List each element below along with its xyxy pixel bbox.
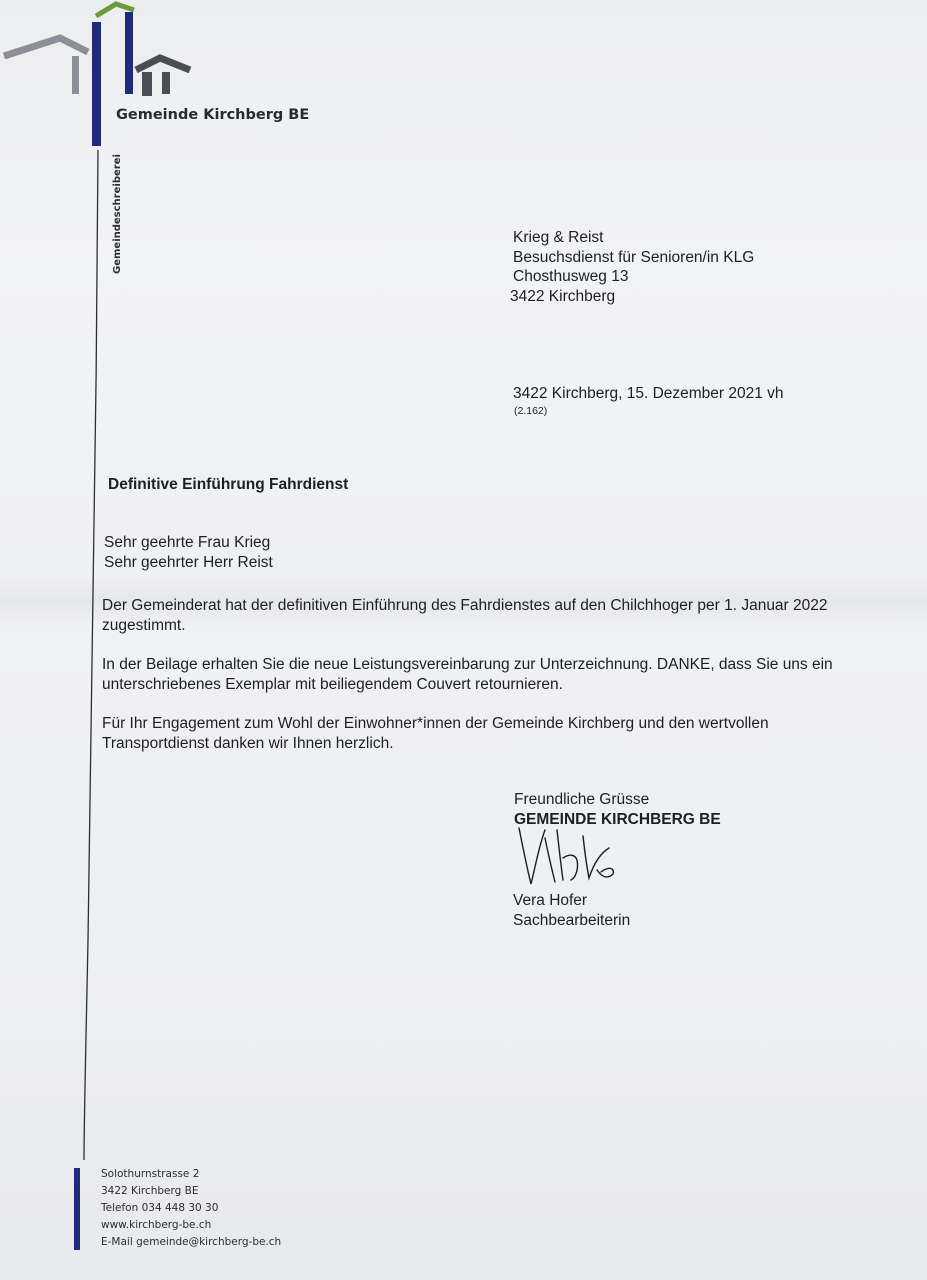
logo-roof-left <box>4 38 88 56</box>
subject-line: Definitive Einführung Fahrdienst <box>108 476 349 493</box>
salutation-line: Sehr geehrter Herr Reist <box>104 553 273 571</box>
department-label: Gemeindeschreiberei <box>112 154 123 274</box>
salutation <box>104 533 273 572</box>
salutation-line: Sehr geehrte Frau Krieg <box>104 534 271 551</box>
recipient-address <box>510 228 755 306</box>
closing-greeting: Freundliche Grüsse <box>514 791 650 808</box>
logo-roof-right <box>136 58 190 70</box>
footer-line: E-Mail gemeinde@kirchberg-be.ch <box>101 1236 282 1248</box>
logo-pillar-blue-2 <box>125 12 133 94</box>
body-paragraph: Für Ihr Engagement zum Wohl der Einwohner*innen der Gemeinde Kirchberg und den wertvollen Transportdienst danken wir Ihnen herzlich. <box>102 715 769 752</box>
logo-house-block <box>142 72 152 96</box>
recipient-line: 3422 Kirchberg <box>510 287 616 305</box>
body-paragraph: Der Gemeinderat hat der definitiven Einführung des Fahrdienstes auf den Chilchhoger per 1. Januar 2022 zugestimmt. <box>102 597 828 634</box>
recipient-line: Chosthusweg 13 <box>513 268 629 285</box>
footer-line: www.kirchberg-be.ch <box>101 1219 212 1231</box>
footer-contact <box>101 1166 281 1251</box>
logo-pillar-grey <box>72 56 79 94</box>
margin-rule <box>0 120 120 1180</box>
signer-block <box>513 891 630 930</box>
date-line: 3422 Kirchberg, 15. Dezember 2021 vh <box>513 385 784 402</box>
footer-line: 3422 Kirchberg BE <box>101 1185 199 1197</box>
logo-house-block-2 <box>162 72 170 94</box>
footer-accent-bar <box>74 1168 80 1250</box>
closing-organization: GEMEINDE KIRCHBERG BE <box>514 810 721 828</box>
body-paragraph: In der Beilage erhalten Sie die neue Leistungsvereinbarung zur Unterzeichnung. DANKE, dass Sie uns ein unterschriebenes Exemplar mit beiliegendem Couvert retournieren. <box>102 656 833 693</box>
recipient-line: Besuchsdienst für Senioren/in KLG <box>513 248 755 266</box>
footer-line: Solothurnstrasse 2 <box>101 1168 200 1180</box>
signer-title: Sachbearbeiterin <box>513 911 631 929</box>
recipient-line: Krieg & Reist <box>513 229 604 246</box>
signer-name: Vera Hofer <box>513 892 588 909</box>
organization-name: Gemeinde Kirchberg BE <box>116 107 310 123</box>
handwritten-signature <box>505 818 635 898</box>
footer-line: Telefon 034 448 30 30 <box>101 1202 219 1214</box>
reference-number: (2.162) <box>514 405 548 417</box>
